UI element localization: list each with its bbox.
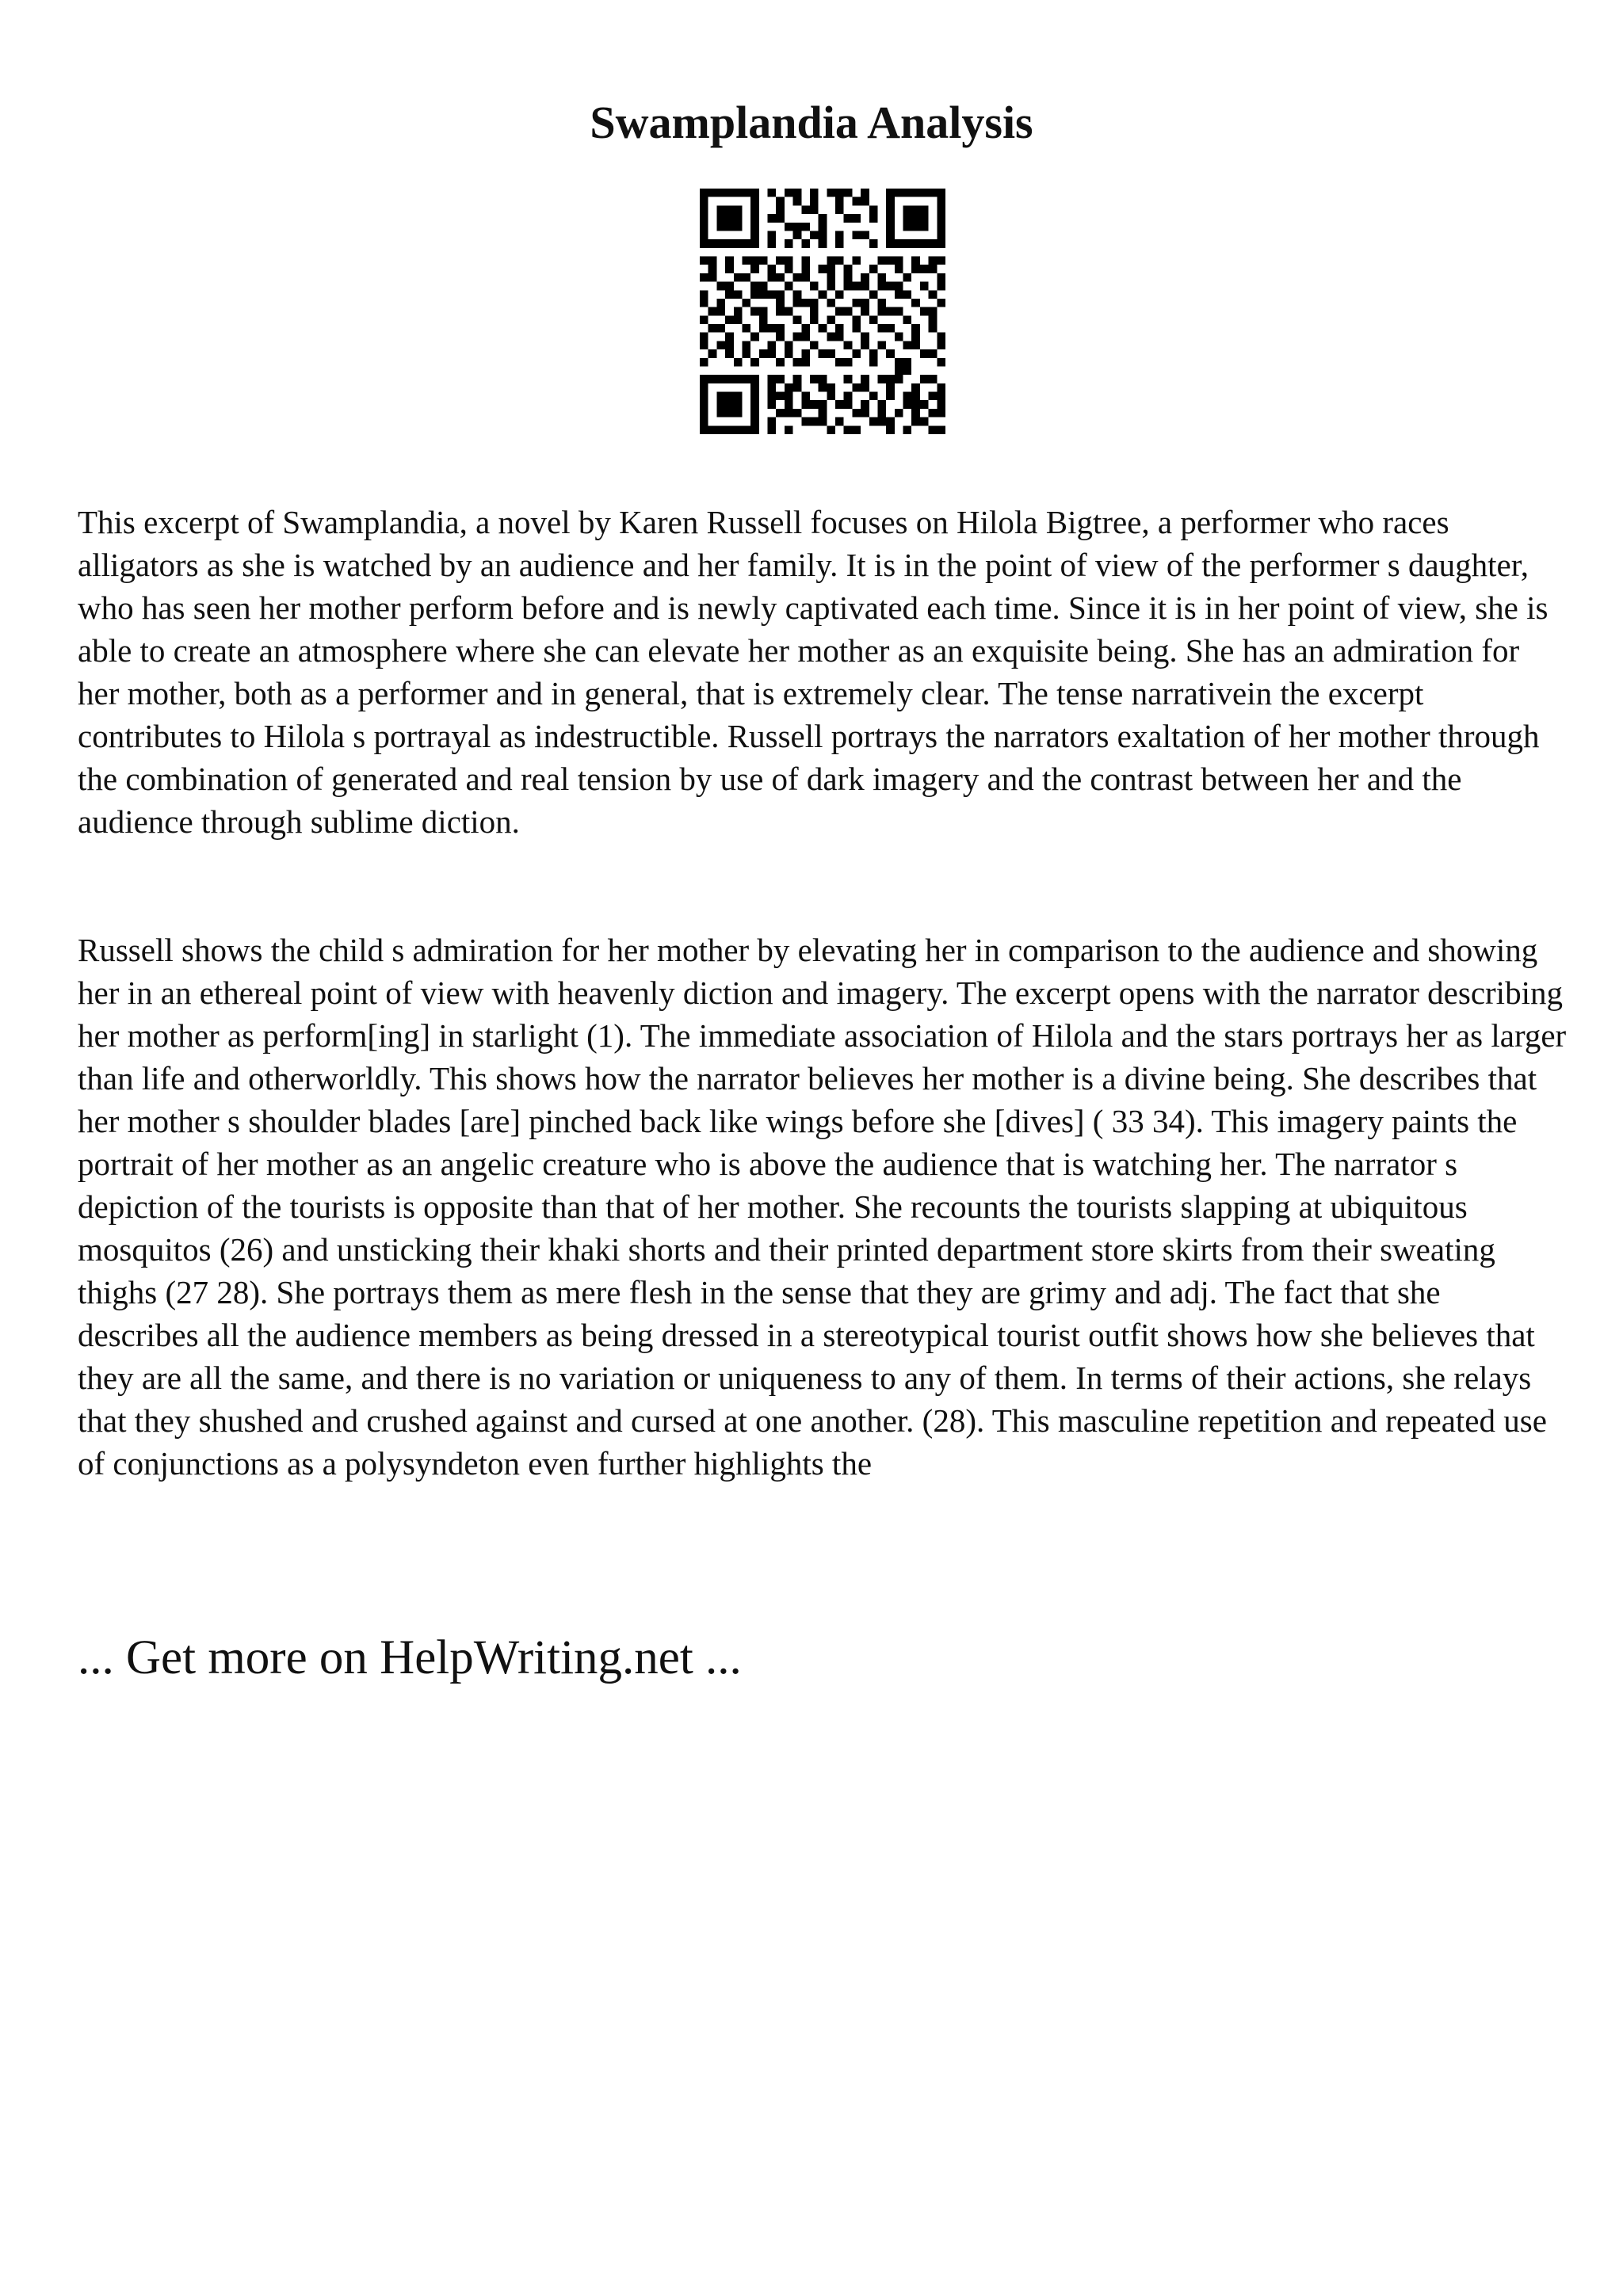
body-paragraph: This excerpt of Swamplandia, a novel by Karen Russell focuses on Hilola Bigtree, a performer who races alligators as she is watched by an audience and her family. It is in the point of view of the performer s daughter, who has seen her mother perform before and is newly captivated each time. Since it is in her point of view, she is able to create an atmosphere where she can elevate her mother as an exquisite being. She has an admiration for her mother, both as a performer and in general, that is extremely clear. The tense narrativein the excerpt contributes to Hilola s portrayal as indestructible. Russell portrays the narrators exaltation of her mother through the combination of generated and real tension by use of dark imagery and the contrast between her and the audience through sublime diction. xyxy=(78,504,1549,840)
body-paragraph: Russell shows the child s admiration for her mother by elevating her in comparison to the audience and showing her in an ethereal point of view with heavenly diction and imagery. The excerpt opens with the narrator describing her mother as perform[ing] in starlight (1). The immediate association of Hilola and the stars portrays her as larger than life and otherworldly. This shows how the narrator believes her mother is a divine being. She describes that her mother s shoulder blades [are] pinched back like wings before she [dives] ( 33 34). This imagery paints the portrait of her mother as an angelic creature who is above the audience that is watching her. The narrator s depiction of the tourists is opposite than that of her mother. She recounts the tourists slapping at ubiquitous mosquitos (26) and unsticking their khaki shorts and their printed department store skirts from their sweating thighs (27 28). She portrays them as mere flesh in the sense that they are grimy and adj. The fact that she describes all the audience members as being dressed in a stereotypical tourist outfit shows how she believes that they are all the same, and there is no variation or uniqueness to any of them. In terms of their actions, she relays that they shushed and crushed against and cursed at one another. (28). This masculine repetition and repeated use of conjunctions as a polysyndeton even further highlights the xyxy=(78,932,1567,1482)
get-more-link[interactable]: ... Get more on HelpWriting.net ... xyxy=(78,1631,742,1684)
qr-code-icon xyxy=(700,189,945,434)
page-title: Swamplandia Analysis xyxy=(590,97,1033,148)
